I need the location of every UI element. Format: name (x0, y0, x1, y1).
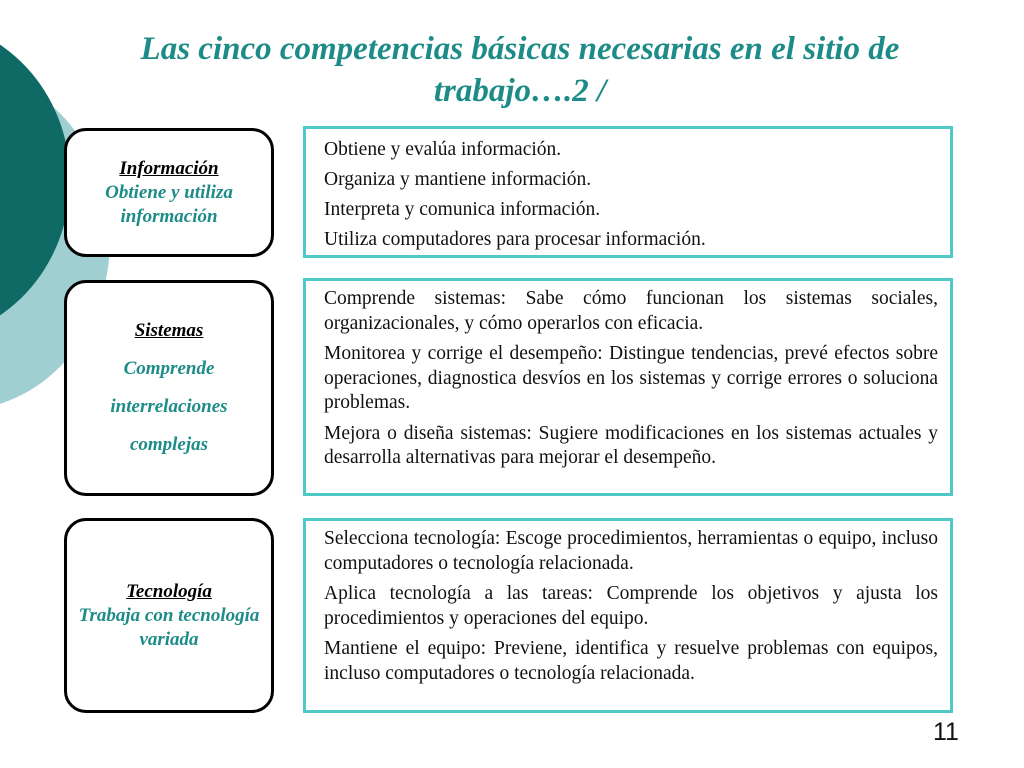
detail-item: Interpreta y comunica información. (324, 199, 601, 220)
detail-item: Comprende sistemas: Sabe cómo funcionan los sistemas sociales, organizacionales, y cómo operarlos con eficacia. (324, 288, 938, 334)
competency-label-informacion (64, 128, 274, 257)
competency-subtitle: Trabaja con tecnología variada (78, 604, 260, 650)
detail-item: Monitorea y corrige el desempeño: Distingue tendencias, prevé efectos sobre operaciones, diagnostica desvíos en los sistemas y corrige errores o soluciona problemas. (324, 343, 938, 413)
competency-label-sistemas (64, 280, 274, 496)
slide-title: Las cinco competencias básicas necesarias en el sitio de trabajo….2 / (140, 31, 900, 109)
competency-subtitle-line: Comprende (123, 358, 215, 379)
detail-item: Mantiene el equipo: Previene, identifica y resuelve problemas con equipos, incluso computadores o tecnología relacionada. (324, 638, 938, 684)
competency-subtitle-line: complejas (129, 434, 209, 455)
detail-item: Selecciona tecnología: Escoge procedimientos, herramientas o equipo, incluso computadores o tecnología relacionada. (324, 528, 938, 574)
detail-item: Aplica tecnología a las tareas: Comprende los objetivos y ajusta los procedimientos y operaciones del equipo. (324, 583, 938, 629)
competency-title: Información (119, 157, 219, 179)
competency-subtitle: Obtiene y utiliza información (105, 181, 233, 227)
competency-subtitle-line: interrelaciones (110, 396, 228, 417)
detail-item: Mejora o diseña sistemas: Sugiere modificaciones en los sistemas actuales y desarrolla alternativas para mejorar el desempeño. (324, 422, 938, 468)
detail-item: Obtiene y evalúa información. (324, 139, 562, 160)
detail-item: Organiza y mantiene información. (324, 169, 592, 190)
competency-title: Sistemas (134, 320, 204, 341)
detail-item: Utiliza computadores para procesar información. (324, 229, 706, 250)
competency-label-tecnologia (64, 518, 274, 713)
page-number: 11 (933, 718, 959, 746)
competency-details-informacion (303, 126, 953, 258)
competency-title: Tecnología (126, 580, 212, 602)
competency-details-sistemas (303, 278, 953, 496)
competency-details-tecnologia (303, 518, 953, 713)
